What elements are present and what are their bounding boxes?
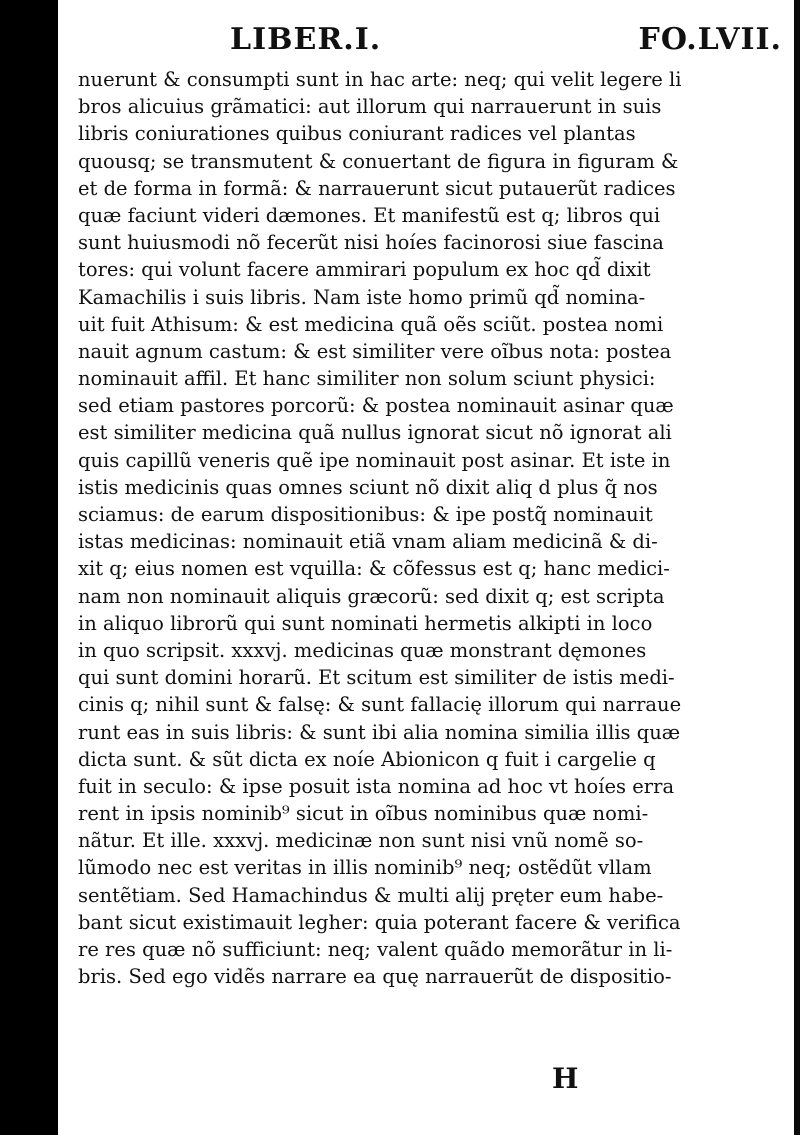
main-text-block: [78, 66, 778, 990]
text-line: quousq; se transmutent & conuertant de figura in figuram &: [78, 149, 679, 173]
text-line: nuerunt & consumpti sunt in hac arte: neq; qui velit legere li: [78, 68, 682, 91]
text-line: cinis q; nihil sunt & falsę: & sunt fallacię illorum qui narraue: [78, 693, 682, 717]
text-line: sed etiam pastores porcorũ: & postea nominauit asinar quæ: [78, 394, 674, 418]
text-line: re res quæ nõ sufficiunt: neq; valent quãdo memorãtur in li-: [78, 938, 673, 961]
text-line: in aliquo librorũ qui sunt nominati hermetis alkipti in loco: [78, 611, 653, 635]
text-line: tores: qui volunt facere ammirari populum ex hoc qd̃ dixit: [78, 258, 651, 282]
text-line: in quo scripsit. xxxvj. medicinas quæ monstrant dęmones: [78, 638, 647, 662]
header-book-title: LIBER.I.: [230, 22, 382, 57]
text-line: rent in ipsis nominib⁹ sicut in oĩbus nominibus quæ nomi-: [78, 802, 649, 826]
text-line: runt eas in suis libris: & sunt ibi alia nomina similia illis quæ: [78, 720, 681, 744]
text-line: xit q; eius nomen est vquilla: & cõfessus est q; hanc medici-: [78, 557, 670, 581]
text-line: uit fuit Athisum: & est medicina quã oẽs sciũt. postea nomi: [78, 312, 664, 336]
text-line: bros alicuius grãmatici: aut illorum qui narrauerunt in suis: [78, 95, 662, 119]
text-line: est similiter medicina quã nullus ignorat sicut nõ ignorat ali: [78, 421, 672, 445]
text-line: istis medicinis quas omnes sciunt nõ dixit aliq d plus q̃ nos: [78, 475, 658, 499]
text-line: istas medicinas: nominauit etiã vnam aliam medicinã & di-: [78, 530, 658, 554]
text-line: libris coniurationes quibus coniurant radices vel plantas: [78, 122, 636, 146]
running-header: [78, 22, 786, 58]
text-line: Kamachilis i suis libris. Nam iste homo primũ qd̃ nomina-: [78, 285, 646, 309]
signature-mark: H: [552, 1062, 579, 1095]
scan-edge-left: [0, 0, 58, 1135]
text-line: sentẽtiam. Sed Hamachindus & multi alij pręter eum habe-: [78, 883, 664, 907]
text-line: sciamus: de earum dispositionibus: & ipe postq̃ nominauit: [78, 503, 653, 526]
text-line: sunt huiusmodi nõ fecerũt nisi hoíes facinorosi siue fascina: [78, 231, 664, 255]
text-line: et de forma in formã: & narrauerunt sicut putauerũt radices: [78, 176, 676, 200]
text-line: nominauit affil. Et hanc similiter non solum sciunt physici:: [78, 367, 656, 391]
scan-edge-right: [794, 0, 800, 1135]
text-line: quis capillũ veneris quẽ ipe nominauit post asinar. Et iste in: [78, 448, 671, 472]
text-line: fuit in seculo: & ipse posuit ista nomina ad hoc vt hoíes erra: [78, 774, 675, 798]
text-line: nãtur. Et ille. xxxvj. medicinæ non sunt nisi vnũ nomẽ so-: [78, 829, 644, 853]
text-line: lũmodo nec est veritas in illis nominib⁹ neq; ostẽdũt vllam: [78, 856, 652, 880]
text-line: nauit agnum castum: & est similiter vere oĩbus nota: postea: [78, 339, 672, 363]
text-line: quæ faciunt videri dæmones. Et manifestũ est q; libros qui: [78, 203, 661, 227]
text-line: nam non nominauit aliquis græcorũ: sed dixit q; est scripta: [78, 584, 665, 608]
text-line: bant sicut existimauit legher: quia poterant facere & verifica: [78, 910, 681, 934]
text-line: bris. Sed ego vidẽs narrare ea quę narrauerũt de dispositio-: [78, 965, 672, 989]
text-line: dicta sunt. & sũt dicta ex noíe Abionicon q fuit i cargelie q: [78, 747, 656, 771]
text-line: qui sunt domini horarũ. Et scitum est similiter de istis medi-: [78, 666, 675, 690]
header-folio-number: FO.LVII.: [638, 22, 782, 57]
